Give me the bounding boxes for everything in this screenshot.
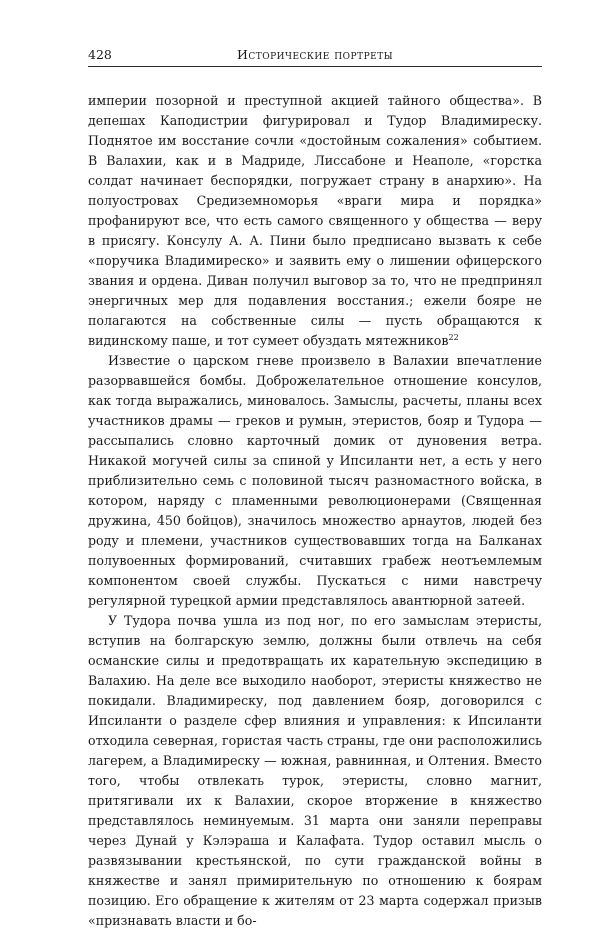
page-number: 428 <box>88 47 112 62</box>
footnote-marker: 22 <box>448 332 459 342</box>
running-title: Исторические портреты <box>236 47 394 62</box>
page-header <box>88 46 542 67</box>
book-page <box>88 46 542 931</box>
body-text <box>88 91 542 931</box>
paragraph-text: империи позорной и преступной акцией тайного общества». В депешах Каподистрии фигурировал и Тудор Владимиреску. Поднятое им восстание сочли «достойным сожаления» событием. В Валахии, как и в Мадриде, Лиссабоне и Неаполе, «горстка солдат начинает беспорядки, погружает страну в анархию». На полуостровах Средиземноморья «враги мира и порядка» профанируют все, что есть самого священного у общества — веру в присягу. Консулу А. А. Пини было предписано вызвать к себе «поручика Владимиреско» и заявить ему о лишении офицерского звания и ордена. Диван получил выговор за то, что не предпринял энергичных мер для подавления восстания.; ежели бояре не полагаются на собственные силы — пусть обращаются к видинскому паше, и тот сумеет обуздать мятежников <box>88 93 542 348</box>
paragraph: У Тудора почва ушла из под ног, по его замыслам этеристы, вступив на болгарскую землю, должны были отвлечь на себя османские силы и предотвращать их карательную экспедицию в Валахию. На деле все выходило наоборот, этеристы княжество не покидали. Владимиреску, под давлением бояр, договорился с Ипсиланти о разделе сфер влияния и управления: к Ипсиланти отходила северная, гористая часть страны, где они расположились лагерем, а Владимиреску — южная, равнинная, и Олтения. Вместо того, чтобы отвлекать турок, этеристы, словно магнит, притягивали их к Валахии, скорое вторжение в княжество представлялось неминуемым. 31 марта они заняли переправы через Дунай у Кэлэраша и Калафата. Тудор оставил мысль о развязывании крестьянской, по сути гражданской войны в княжестве и занял примирительную по отношению к боярам позицию. Его обращение к жителям от 23 марта содержал призыв «признавать власти и бо- <box>88 613 542 928</box>
paragraph <box>88 91 542 351</box>
paragraph: Известие о царском гневе произвело в Валахии впечатление разорвавшейся бомбы. Доброжелательное отношение консулов, как тогда выражались, миновалось. Замыслы, расчеты, планы всех участников драмы — греков и румын, этеристов, бояр и Тудора — рассыпались словно карточный домик от дуновения ветра. Никакой могучей силы за спиной у Ипсиланти нет, а есть у него приблизительно семь с половиной тысяч разномастного войска, в котором, наряду с пламенными революционерами (Священная дружина, 450 бойцов), значилось множество арнаутов, людей без роду и племени, участников существовавших тогда на Балканах полувоенных формирований, считавших грабеж неотъемлемым компонентом своей службы. Пускаться с ними навстречу регулярной турецкой армии представлялось авантюрной затеей. <box>88 353 542 608</box>
